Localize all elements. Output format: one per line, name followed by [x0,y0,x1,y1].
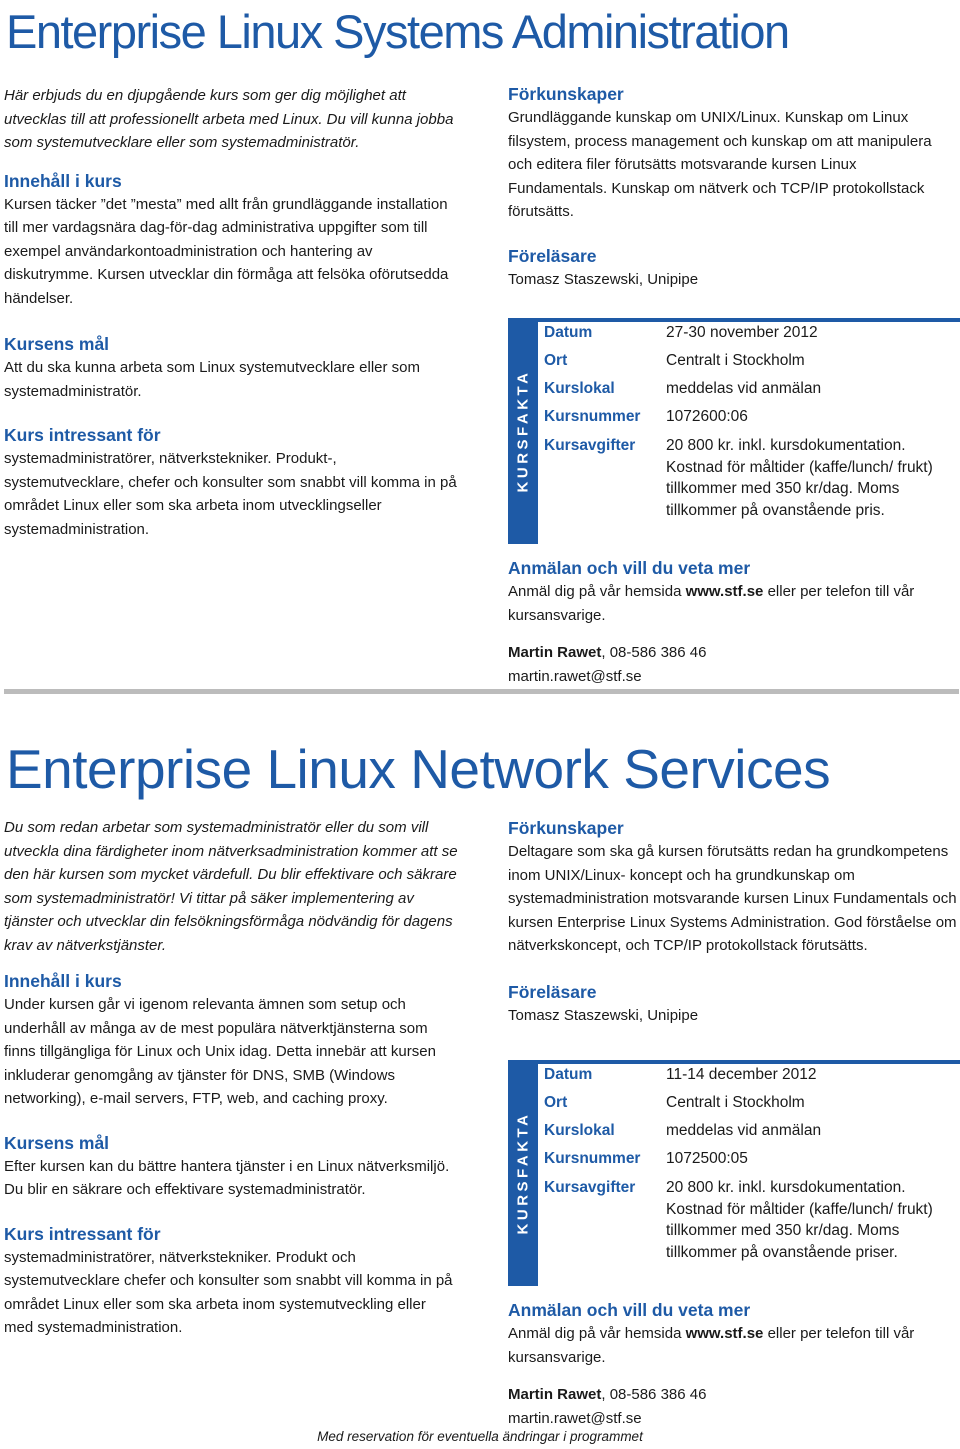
course2-contact-email[interactable]: martin.rawet@stf.se [508,1409,642,1427]
fact-value: meddelas vid anmälan [666,380,822,397]
fact-label: Kurslokal [544,380,615,397]
course2-right-column [508,816,958,1027]
contact-name: Martin Rawet [508,1386,602,1403]
course2-goal-heading: Kursens mål [4,1132,110,1153]
signup-post: eller per telefon till vår kursansvarige. [508,583,915,624]
course2-goal-text: Efter kursen kan du bättre hantera tjänster i en Linux nätverksmiljö. Du blir en säkrare och effektivare systemadministratör. [4,1157,450,1198]
course1-facts-side-label: KURSFAKTA [514,369,532,493]
course2-prereq-text: Deltagare som ska gå kursen förutsätts redan ha grundkompetens inom UNIX/Linux- koncept och ha grundkunskap om systemadministration motsvarande kursen Linux Fundamentals och kursen Enterprise Linux Systems Administration. God förståelse om nätverkskoncept, och TCP/IP protokollstack förutsätts. [508,843,957,954]
contact-name: Martin Rawet [508,644,602,661]
contact-phone: , 08-586 386 46 [601,644,707,661]
fact-value: 27-30 november 2012 [666,324,818,341]
course2-left-column [4,816,459,1340]
course1-contact-email[interactable]: martin.rawet@stf.se [508,667,642,685]
fact-label: Kursnummer [544,1150,641,1167]
fact-label: Ort [544,352,568,369]
course1-lecturer-heading: Föreläsare [508,245,597,266]
course2-audience-heading: Kurs intressant för [4,1223,161,1244]
course2-audience-text: systemadministratörer, nätverkstekniker. Produkt och systemutvecklare chefer och konsulter som snabbt vill komma in på området Linux eller som ska arbeta inom systemutveckling eller med systemadministration. [4,1248,453,1336]
course2-intro: Du som redan arbetar som systemadministratör eller du som vill utveckla dina färdigheter inom nätverksadministration kommer att se den här kursen som mycket värdefull. Du blir effektivare och säkrare som systemadministratör! Vi tittar på säker implementering av tjänster och utvecklar din felsökningsförmåga nödvändig för dagens krav av nätverkstjänster. [4,819,458,954]
fact-label: Ort [544,1094,568,1111]
contact-phone: , 08-586 386 46 [601,1386,707,1403]
course1-title: Enterprise Linux Systems Administration [6,5,789,58]
fact-value: Centralt i Stockholm [666,1094,805,1111]
course1-content-text: Kursen täcker ”det ”mesta” med allt från grundläggande installation till mer vardagsnära dag-för-dag administrativa uppgifter som till exempel användarkontoadministration och hantering av diskutrymme. Kursen utvecklar din förmåga att felsöka oförutsedda händelser. [4,195,449,307]
course2-lecturer-heading: Föreläsare [508,981,597,1002]
course1-signup-text [508,580,956,627]
course1-facts-body [538,318,960,544]
course1-content-heading: Innehåll i kurs [4,170,122,191]
course2-signup-text [508,1322,956,1369]
course2-content-text: Under kursen går vi igenom relevanta ämnen som setup och underhåll av många av de mest populära nätverktjänsterna som finns tillgängliga för Linux och Unix idag. Detta innebär att kursen inkluderar genomgång av tjänster för DNS, SMB (Windows networking), e-mail servers, FTP, web, and caching proxy. [4,996,436,1107]
fact-value: Centralt i Stockholm [666,352,805,369]
signup-pre: Anmäl dig på vår hemsida [508,583,686,600]
footer-note: Med reservation för eventuella ändringar i programmet [317,1429,643,1444]
fact-value: meddelas vid anmälan [666,1122,822,1139]
course1-right-column [508,82,956,291]
course1-left-column [4,84,459,541]
course1-goal-text: Att du ska kunna arbeta som Linux systemutvecklare eller som systemadministratör. [4,359,421,400]
fact-value: 11-14 december 2012 [666,1066,817,1083]
course1-intro: Här erbjuds du en djupgående kurs som ger dig möjlighet att utvecklas till att professionellt arbeta med Linux. Du vill kunna jobba som systemutvecklare eller som systemadministratör. [4,87,454,151]
course1-contact [508,641,956,665]
course1-prereq-text: Grundläggande kunskap om UNIX/Linux. Kunskap om Linux filsystem, process management och kunskap om att manipulera och editera filer förutsätts motsvarande kursen Linux Fundamentals. Kunskap om nätverk och TCP/IP protokollstack förutsätts. [508,109,932,220]
fact-value: 1072600:06 [666,408,748,425]
course2-prereq-heading: Förkunskaper [508,818,624,838]
fact-value: 20 800 kr. inkl. kursdokumentation. Kostnad för måltider (kaffe/lunch/ frukt) tillkommer med 350 kr/dag. Moms tillkommer på ovanstående pris. [666,437,933,519]
fact-value: 1072500:05 [666,1150,748,1167]
fact-label: Kursavgifter [544,437,636,454]
course2-contact [508,1383,956,1407]
fact-label: Kursnummer [544,408,641,425]
signup-post: eller per telefon till vår kursansvarige. [508,1325,915,1366]
course2-title: Enterprise Linux Network Services [6,738,831,800]
course1-audience-heading: Kurs intressant för [4,425,161,445]
website-link[interactable]: www.stf.se [685,1325,764,1342]
course1-lecturer-text: Tomasz Staszewski, Unipipe [508,270,699,288]
course2-facts-sidebar [508,1060,538,1286]
fact-value: 20 800 kr. inkl. kursdokumentation. Kostnad för måltider (kaffe/lunch/ frukt) tillkommer med 350 kr/dag. Moms tillkommer på ovanstående priser. [666,1179,933,1261]
signup-pre: Anmäl dig på vår hemsida [508,1325,686,1342]
course1-goal-heading: Kursens mål [4,334,110,354]
course2-signup-heading: Anmälan och vill du veta mer [508,1300,751,1320]
course2-facts-box [508,1060,960,1286]
website-link[interactable]: www.stf.se [685,583,764,600]
fact-label: Kursavgifter [544,1179,636,1196]
fact-label: Datum [544,324,593,341]
course2-content-heading: Innehåll i kurs [4,971,122,991]
course1-facts-box [508,318,960,544]
fact-label: Datum [544,1066,593,1083]
course1-prereq-heading: Förkunskaper [508,84,624,104]
fact-label: Kurslokal [544,1122,615,1139]
course1-audience-text: systemadministratörer, nätverkstekniker. Produkt-, systemutvecklare, chefer och konsulter som snabbt vill komma in på området Linux eller som ska arbeta inom utvecklingseller systemadministration. [4,450,457,538]
section-divider [4,689,959,694]
course2-lecturer-text: Tomasz Staszewski, Unipipe [508,1006,699,1024]
course1-facts-sidebar [508,318,538,544]
course2-signup [508,1298,956,1430]
course1-signup [508,556,956,688]
course2-facts-side-label: KURSFAKTA [514,1111,532,1235]
course1-signup-heading: Anmälan och vill du veta mer [508,558,751,578]
course2-facts-body [538,1060,960,1286]
